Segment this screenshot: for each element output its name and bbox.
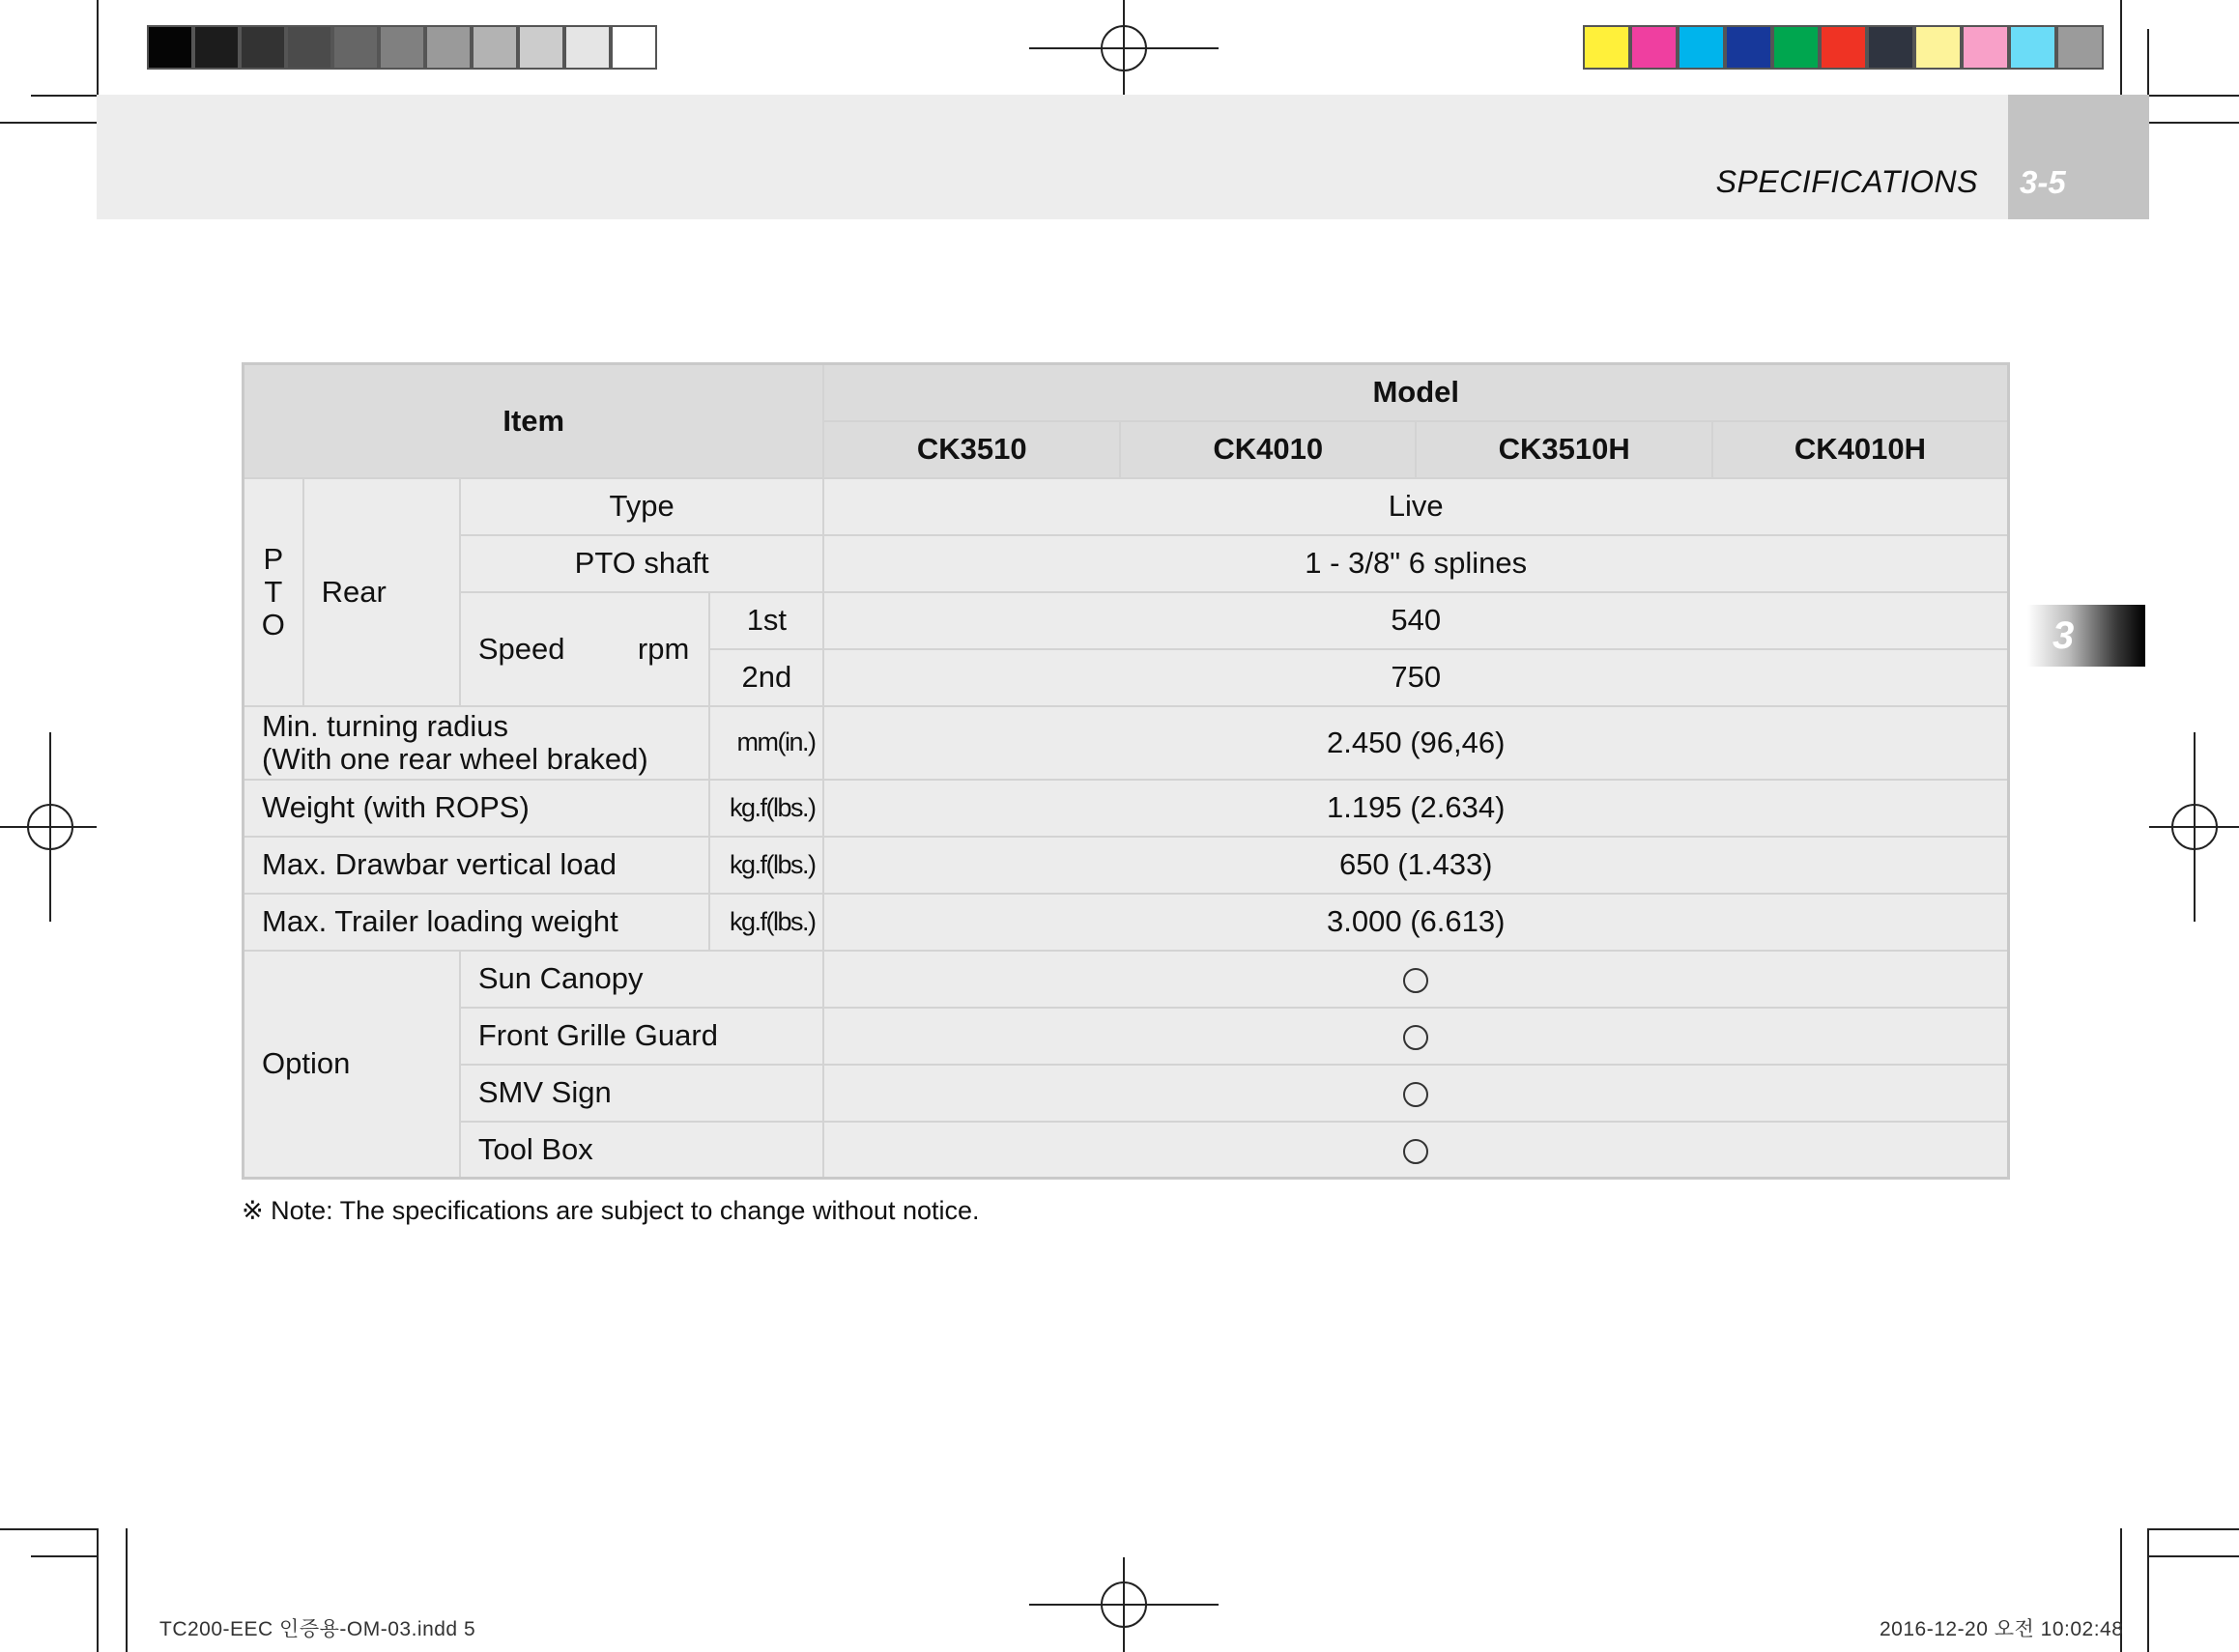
pto-rear-label: Rear [303,478,460,706]
calibration-swatch [2009,25,2056,70]
chapter-number: 3 [2052,614,2075,657]
item-header: Item [244,364,824,478]
specifications-note: ※ Note: The specifications are subject to change without notice. [242,1196,980,1225]
calibration-swatch [1772,25,1820,70]
header-band [97,95,2008,219]
calibration-swatch [1820,25,1867,70]
calibration-swatch [472,25,518,70]
footer-timestamp: 2016-12-20 오전 10:02:48 [1880,1618,2124,1640]
table-row [244,894,2009,951]
circle-mark-icon [1403,968,1428,993]
calibration-swatch [1630,25,1678,70]
table-row [244,1122,2009,1179]
model-column-header: CK4010H [1712,421,2009,478]
table-row [244,706,2009,780]
calibration-swatch [1867,25,1914,70]
calibration-swatch [518,25,564,70]
circle-mark-icon [1403,1139,1428,1164]
table-row [244,592,2009,649]
model-column-header: CK4010 [1120,421,1417,478]
calibration-swatch [147,25,193,70]
turning-radius-value: 2.450 (96,46) [823,706,2008,780]
option-item: SMV Sign [460,1065,824,1122]
calibration-swatch [1725,25,1772,70]
table-header-row [244,364,2009,421]
turning-radius-unit: mm(in.) [709,706,823,780]
pto-speed-unit: rpm [637,631,690,666]
pto-type-value: Live [823,478,2008,535]
option-availability [823,1065,2008,1122]
calibration-swatch [240,25,286,70]
page-number: 3-5 [2020,164,2066,200]
model-column-header: CK3510H [1416,421,1712,478]
table-row [244,1065,2009,1122]
calibration-swatch [1678,25,1725,70]
speed-1st-value: 540 [823,592,2008,649]
model-column-header: CK3510 [823,421,1120,478]
trailer-weight-value: 3.000 (6.613) [823,894,2008,951]
pto-speed-label: Speed rpm [460,592,709,706]
calibration-swatch [379,25,425,70]
circle-mark-icon [1403,1025,1428,1050]
calibration-swatch [611,25,657,70]
option-item: Sun Canopy [460,951,824,1008]
chapter-tab [2027,605,2145,667]
option-label: Option [244,951,460,1179]
table-row [244,1008,2009,1065]
option-item: Front Grille Guard [460,1008,824,1065]
drawbar-load-value: 650 (1.433) [823,837,2008,894]
pto-group-label: P T O [244,478,303,706]
speed-2nd-value: 750 [823,649,2008,706]
circle-mark-icon [1403,1082,1428,1107]
table-row [244,780,2009,837]
option-item: Tool Box [460,1122,824,1179]
model-header: Model [823,364,2008,421]
trailer-weight-unit: kg.f(lbs.) [709,894,823,951]
pto-type-label: Type [460,478,824,535]
speed-2nd-label: 2nd [709,649,823,706]
speed-1st-label: 1st [709,592,823,649]
turning-radius-label: Min. turning radius (With one rear wheel braked) [244,706,710,780]
table-row [244,478,2009,535]
calibration-swatch [2056,25,2104,70]
calibration-swatch [425,25,472,70]
option-availability [823,1122,2008,1179]
option-availability [823,1008,2008,1065]
specifications-table [242,362,2010,1180]
drawbar-load-unit: kg.f(lbs.) [709,837,823,894]
calibration-swatch [1583,25,1630,70]
weight-value: 1.195 (2.634) [823,780,2008,837]
pto-shaft-label: PTO shaft [460,535,824,592]
calibration-swatch [1962,25,2009,70]
option-availability [823,951,2008,1008]
calibration-swatch [564,25,611,70]
calibration-swatch [332,25,379,70]
drawbar-load-label: Max. Drawbar vertical load [244,837,710,894]
calibration-swatch [1914,25,1962,70]
table-row [244,951,2009,1008]
weight-unit: kg.f(lbs.) [709,780,823,837]
calibration-swatch [286,25,332,70]
table-row [244,535,2009,592]
footer-file-info: TC200-EEC 인증용-OM-03.indd 5 [159,1618,476,1640]
pto-shaft-value: 1 - 3/8" 6 splines [823,535,2008,592]
table-row [244,837,2009,894]
trailer-weight-label: Max. Trailer loading weight [244,894,710,951]
section-title: SPECIFICATIONS [1715,164,1978,199]
calibration-swatch [193,25,240,70]
weight-label: Weight (with ROPS) [244,780,710,837]
